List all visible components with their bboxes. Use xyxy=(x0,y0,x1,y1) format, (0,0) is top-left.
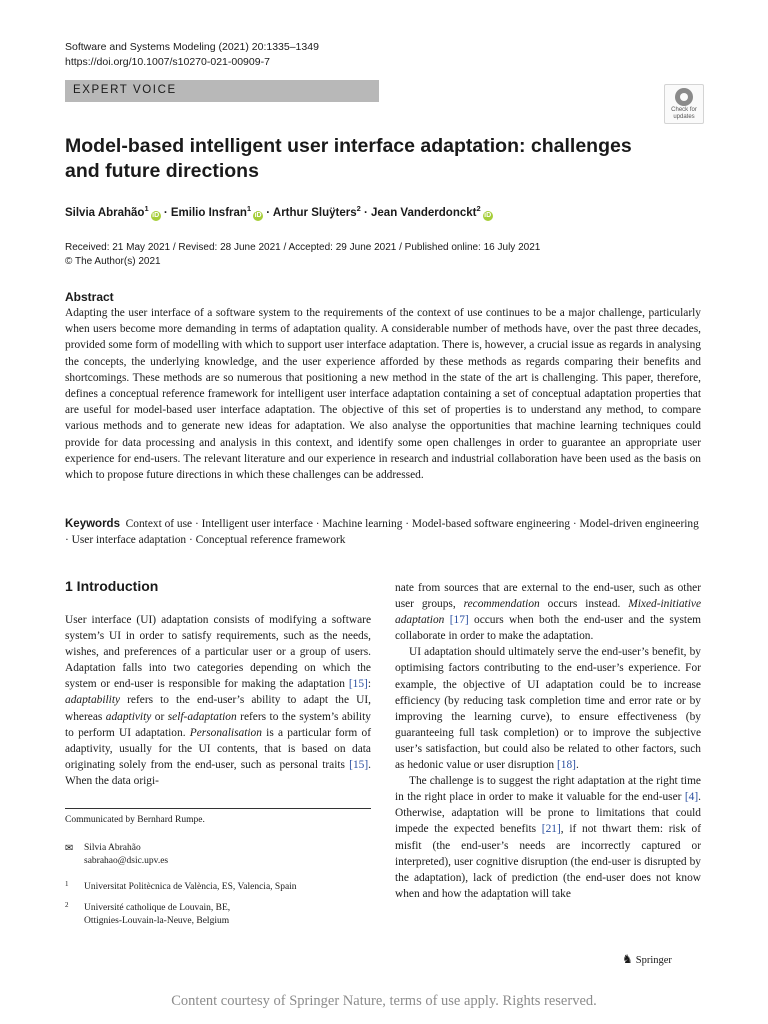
keywords-label: Keywords xyxy=(65,518,120,530)
author-separator: · xyxy=(360,206,372,219)
author-affiliation-mark: 1 xyxy=(246,204,252,213)
author-name[interactable]: Arthur Sluÿters xyxy=(272,206,357,219)
affiliation-1 xyxy=(65,881,297,894)
author-affiliation-mark: 2 xyxy=(356,204,361,213)
affiliation-number: 2 xyxy=(65,901,69,909)
history-dates: Received: 21 May 2021 / Revised: 28 June 2021 / Accepted: 29 June 2021 / Published online: 16 July 2021 xyxy=(65,242,541,253)
right-column xyxy=(395,580,701,902)
rights-footer: Content courtesy of Springer Nature, terms of use apply. Rights reserved. xyxy=(171,993,597,1009)
intro-paragraph-1: User interface (UI) adaptation consists of modifying a software system’s UI in order to satisfy requirements, such as the needs, wishes, and preferences of a particular user or a group of users. Adaptation falls into two categories depending on which the system or end-user is responsible for making the adaptation [15]: adaptability refers to the end-user’s ability to adapt the UI, whereas adaptivity or self-adaptation refers to the system’s ability to perform UI adaptation. Personalisation is a particular form of adaptivity, usually for the UI contents, that is based on data originating solely from the end-user, such as personal traits [15]. When the data origi- xyxy=(65,614,371,787)
orcid-icon[interactable]: iD xyxy=(254,211,262,219)
term-personalisation: Personalisation xyxy=(189,726,262,739)
footnote-divider xyxy=(65,808,371,809)
article-type-label: EXPERT VOICE xyxy=(73,84,177,96)
author-list xyxy=(65,204,493,221)
abstract-text: Adapting the user interface of a software system to the requirements of the context of use continues to be a major challenge, particularly when users become more demanding in terms of adaptation quality. A considerable number of methods have, over the past three decades, provided some form of modelling with which to support user interface adaptation. There is, however, a crucial issue as regards in analysing the concepts, the underlying knowledge, and the user experience afforded by these methods as regards comparing their benefits and shortcomings. These methods are so numerous that positioning a new method in the state of the art is challenging. This paper, therefore, defines a conceptual reference framework for intelligent user interface adaptation containing a set of conceptual adaptation properties that are useful for model-based user interface adaptation. The objective of this set of properties is to understand any method, to compare various methods and to generate new ideas for adaptation. We also analyse the opportunities that machine learning techniques could provide for data processing and analysis in this context, and identify some open challenges in order to guarantee an appropriate user experience for end-users. The relevant literature and our experience in research and industrial collaboration have been used as the basis on which to propose future directions in which these challenges can be addressed. xyxy=(65,307,701,482)
affiliation-text: Universitat Politècnica de València, ES, Valencia, Spain xyxy=(84,882,297,892)
intro-paragraph-3: The challenge is to suggest the right adaptation at the right time in the right place in order to make it valuable for the end-user [4]. Otherwise, adaptation will be prone to limitations that could impede the expected benefits [21], if not thwart them: risk of misfit (the end-user’s needs are incorrectly captured or interpreted), user cognitive disruption (the end-user is disrupted by the adaptation), lack of prediction (the end-user does not know when and how the adaptation will take xyxy=(395,775,701,900)
intro-paragraph-2: UI adaptation should ultimately serve the end-user’s benefit, by optimising factors contributing to the end-user’s experience. For example, the objective of UI adaptation could be to increase efficiency (by reducing task completion time and error rate or by improving the learning curve), to ensure effectiveness (by guaranteeing full task completion) or to improve the subjective user’s satisfaction, but could also be related to other factors, such as hedonic value or user disruption [18]. xyxy=(395,646,701,772)
author-name[interactable]: Jean Vanderdonckt xyxy=(371,206,477,219)
term-adaptability: adaptability xyxy=(65,694,121,707)
affiliation-number: 1 xyxy=(65,880,69,888)
contact-name: Silvia Abrahão xyxy=(84,843,141,853)
journal-header xyxy=(65,40,319,70)
publisher-name: Springer xyxy=(635,955,672,966)
author-separator: · xyxy=(160,206,171,219)
doi-link[interactable]: https://doi.org/10.1007/s10270-021-00909-7 xyxy=(65,56,270,68)
author-name[interactable]: Emilio Insfran xyxy=(170,206,247,219)
term-recommendation: recommendation xyxy=(463,598,540,611)
publication-dates xyxy=(65,241,540,269)
author-name[interactable]: Silvia Abrahão xyxy=(65,206,145,219)
citation-link[interactable]: [17] xyxy=(449,614,469,627)
author-affiliation-mark: 1 xyxy=(144,204,149,213)
check-for-updates-icon xyxy=(675,88,693,106)
author-separator: · xyxy=(263,206,273,219)
corresponding-author xyxy=(65,842,168,868)
communicated-by: Communicated by Bernhard Rumpe. xyxy=(65,815,205,825)
citation-link[interactable]: [4] xyxy=(684,791,699,804)
section-heading-introduction: 1 Introduction xyxy=(65,578,159,594)
paper-title: Model-based intelligent user interface adaptation: challenges and future directions xyxy=(65,135,632,182)
author-affiliation-mark: 2 xyxy=(476,204,481,213)
abstract-heading: Abstract xyxy=(65,290,114,304)
keywords-block xyxy=(65,516,701,548)
term-adaptivity: adaptivity xyxy=(105,710,152,723)
contact-email[interactable]: sabrahao@dsic.upv.es xyxy=(84,856,169,866)
check-for-updates-text: Check for updates xyxy=(671,107,697,120)
affiliation-2 xyxy=(65,902,230,928)
keywords-list: Context of use · Intelligent user interface · Machine learning · Model-based software engineering · Model-driven engineering · User interface adaptation · Conceptual reference framework xyxy=(65,518,699,547)
orcid-icon[interactable]: iD xyxy=(152,211,160,219)
article-type-banner xyxy=(65,80,379,102)
intro-paragraph-1-continued: nate from sources that are external to the end-user, such as other user groups, recommendation occurs instead. Mixed-initiative adaptation [17] occurs when both the end-user and the system collaborate in order to make the adaptation. xyxy=(395,582,701,643)
term-mixed-initiative: Mixed-initiative adaptation xyxy=(395,598,701,627)
term-self-adaptation: self-adaptation xyxy=(167,710,237,723)
publisher-logo xyxy=(622,952,672,967)
check-for-updates-badge[interactable] xyxy=(664,84,704,124)
envelope-icon: ✉ xyxy=(65,843,74,854)
citation-link[interactable]: [15] xyxy=(349,758,369,771)
citation-link[interactable]: [21] xyxy=(541,823,561,836)
citation-link[interactable]: [15] xyxy=(348,678,368,691)
citation-link[interactable]: [18] xyxy=(556,759,576,772)
affiliation-text: Université catholique de Louvain, BE, Ottignies-Louvain-la-Neuve, Belgium xyxy=(84,903,231,926)
springer-horse-icon: ♞ xyxy=(622,952,633,966)
orcid-icon[interactable]: iD xyxy=(484,211,492,219)
journal-citation: Software and Systems Modeling (2021) 20:1335–1349 xyxy=(65,41,319,53)
copyright-line: © The Author(s) 2021 xyxy=(65,256,161,267)
